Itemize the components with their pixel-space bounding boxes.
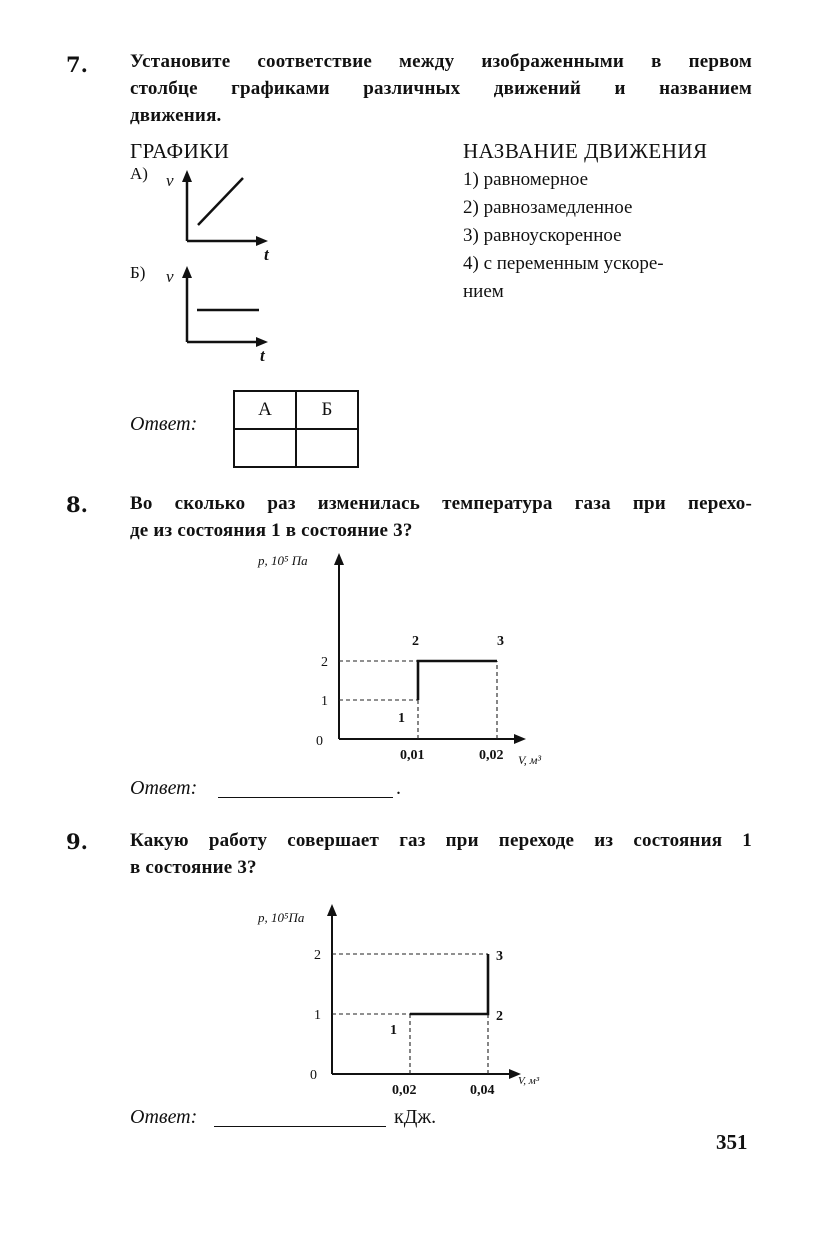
q9-chart-ylabel: p, 10⁵Па bbox=[258, 910, 305, 925]
q8-answer-period: . bbox=[396, 777, 401, 799]
q7-line-3: движения. bbox=[130, 105, 222, 126]
graphs-header: ГРАФИКИ bbox=[130, 139, 230, 163]
q9-point-label-1: 1 bbox=[390, 1023, 397, 1038]
q9-y-tick-1: 1 bbox=[314, 1008, 321, 1023]
answer-cell-b[interactable] bbox=[296, 429, 358, 467]
q8-answer-label: Ответ: bbox=[130, 777, 198, 799]
answer-header-a: А bbox=[234, 391, 296, 429]
answer-header-b: Б bbox=[296, 391, 358, 429]
q8-x-tick-1: 0,01 bbox=[400, 748, 425, 763]
graph-b-x-axis-label: t bbox=[260, 346, 265, 365]
graph-b bbox=[160, 262, 280, 367]
graph-a-x-axis-label: t bbox=[264, 245, 269, 264]
q8-chart-xlabel: V, м³ bbox=[518, 753, 542, 767]
q9-line-2: в состояние 3? bbox=[130, 857, 257, 878]
q9-point-label-2: 2 bbox=[496, 1009, 503, 1024]
q7-line-1: Установите соответствие между изображенными в первом bbox=[130, 51, 752, 72]
graph-a-y-arrow bbox=[182, 170, 192, 182]
q8-x-tick-2: 0,02 bbox=[479, 748, 504, 763]
graph-a bbox=[160, 166, 280, 266]
q8-y-tick-1: 1 bbox=[321, 694, 328, 709]
q7-text bbox=[130, 48, 752, 129]
q9-origin-label: 0 bbox=[310, 1068, 317, 1083]
page-number: 351 bbox=[716, 1130, 748, 1154]
option-3: 3) равноускоренное bbox=[463, 225, 622, 246]
motion-options bbox=[463, 166, 664, 306]
q9-answer-label: Ответ: bbox=[130, 1106, 198, 1128]
q9-x-tick-1: 0,02 bbox=[392, 1083, 417, 1098]
q8-y-arrow bbox=[334, 553, 344, 565]
q8-text bbox=[130, 490, 752, 544]
q9-y-tick-2: 2 bbox=[314, 948, 321, 963]
q9-process-line bbox=[410, 954, 488, 1014]
q8-chart-ylabel: p, 10⁵ Па bbox=[258, 553, 308, 568]
q9-answer-blank[interactable] bbox=[214, 1106, 386, 1127]
q8-answer-blank[interactable] bbox=[218, 777, 393, 798]
q8-chart bbox=[250, 548, 570, 778]
q8-number: 8. bbox=[66, 492, 88, 517]
q8-process-line bbox=[418, 661, 497, 700]
option-4: 4) с переменным ускоре- bbox=[463, 253, 664, 274]
q9-line-1: Какую работу совершает газ при переходе из состояния 1 bbox=[130, 830, 752, 851]
graph-a-y-axis-label: v bbox=[166, 171, 174, 190]
graph-a-label: А) bbox=[130, 164, 148, 183]
graph-b-y-arrow bbox=[182, 266, 192, 278]
q8-point-label-3: 3 bbox=[497, 634, 504, 649]
q8-x-arrow bbox=[514, 734, 526, 744]
q8-y-tick-2: 2 bbox=[321, 655, 328, 670]
q9-chart-xlabel: V, м³ bbox=[518, 1075, 540, 1087]
q9-number: 9. bbox=[66, 829, 88, 854]
option-2: 2) равнозамедленное bbox=[463, 197, 633, 218]
q9-text bbox=[130, 827, 752, 881]
q7-number: 7. bbox=[66, 52, 88, 77]
answer-cell-a[interactable] bbox=[234, 429, 296, 467]
q7-line-2: столбце графиками различных движений и названием bbox=[130, 78, 752, 99]
q9-point-label-3: 3 bbox=[496, 949, 503, 964]
q8-point-label-2: 2 bbox=[412, 634, 419, 649]
q9-x-tick-2: 0,04 bbox=[470, 1083, 495, 1098]
motion-names-header: НАЗВАНИЕ ДВИЖЕНИЯ bbox=[463, 139, 708, 163]
q8-origin-label: 0 bbox=[316, 734, 323, 749]
graph-b-y-axis-label: v bbox=[166, 267, 174, 286]
q7-answer-label: Ответ: bbox=[130, 413, 198, 435]
option-4-cont: нием bbox=[463, 281, 504, 302]
q8-line-1: Во сколько раз изменилась температура газа при перехо- bbox=[130, 493, 752, 514]
graph-b-label: Б) bbox=[130, 263, 146, 282]
q7-answer-table bbox=[233, 390, 359, 468]
q8-line-2: де из состояния 1 в состояние 3? bbox=[130, 520, 413, 541]
q8-point-label-1: 1 bbox=[398, 711, 405, 726]
q9-chart bbox=[250, 898, 570, 1108]
graph-a-line bbox=[198, 178, 243, 225]
option-1: 1) равномерное bbox=[463, 169, 589, 190]
q9-answer-unit: кДж. bbox=[394, 1106, 437, 1128]
q9-y-arrow bbox=[327, 904, 337, 916]
